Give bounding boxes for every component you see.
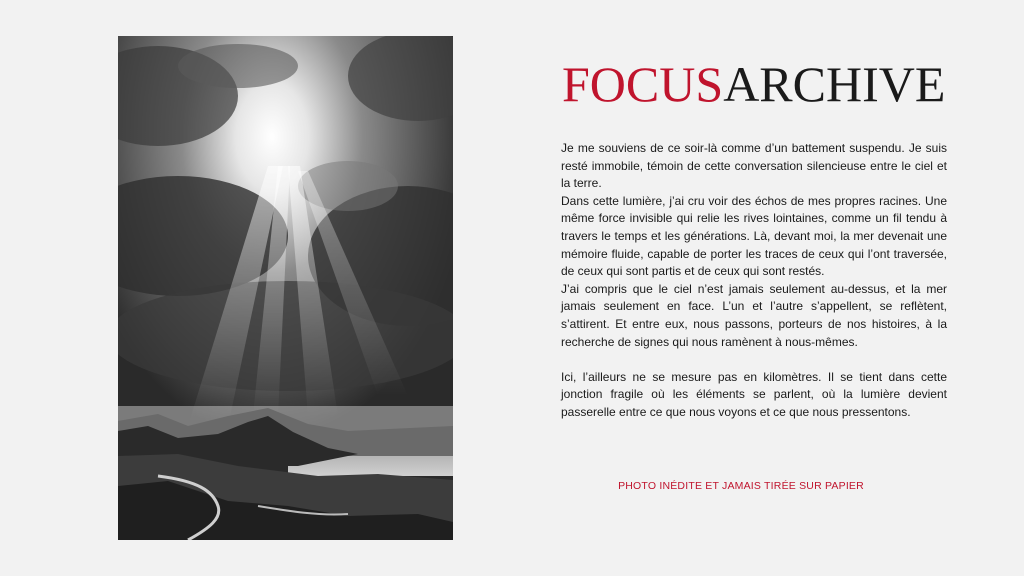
photo-caption: PHOTO INÉDITE ET JAMAIS TIRÉE SUR PAPIER — [618, 480, 864, 492]
title-archive: ARCHIVE — [723, 56, 946, 112]
paragraph-4: Ici, l’ailleurs ne se mesure pas en kilomètres. Il se tient dans cette jonction fragile où les éléments se parlent, où la lumière devient passerelle entre ce que nous voyons et ce que nous pressentons. — [561, 369, 947, 419]
landscape-photo — [118, 36, 453, 540]
paragraph-3: J’ai compris que le ciel n’est jamais seulement au-dessus, et la mer jamais seulement en face. L’un et l’autre s’appellent, se reflètent, s’attirent. Et entre eux, nous passons, porteurs de nos histoires, à la recherche de signes qui nous ramènent à nous-mêmes. — [561, 281, 947, 349]
paragraph-1: Je me souviens de ce soir-là comme d’un battement suspendu. Je suis resté immobile, témoin de cette conversation silencieuse entre le ciel et la terre. — [561, 141, 947, 191]
page-title — [562, 56, 945, 112]
title-focus: FOCUS — [562, 56, 724, 112]
body-text — [561, 140, 947, 422]
paragraph-2: Dans cette lumière, j’ai cru voir des échos de mes propres racines. Une même force invisible qui relie les rives lointaines, comme un fil tendu à travers le temps et les générations. Là, devant moi, la mer devenait une mémoire fluide, capable de porter les traces de ceux qui l’ont traversée, de ceux qui sont partis et de ceux qui sont restés. — [561, 193, 947, 279]
